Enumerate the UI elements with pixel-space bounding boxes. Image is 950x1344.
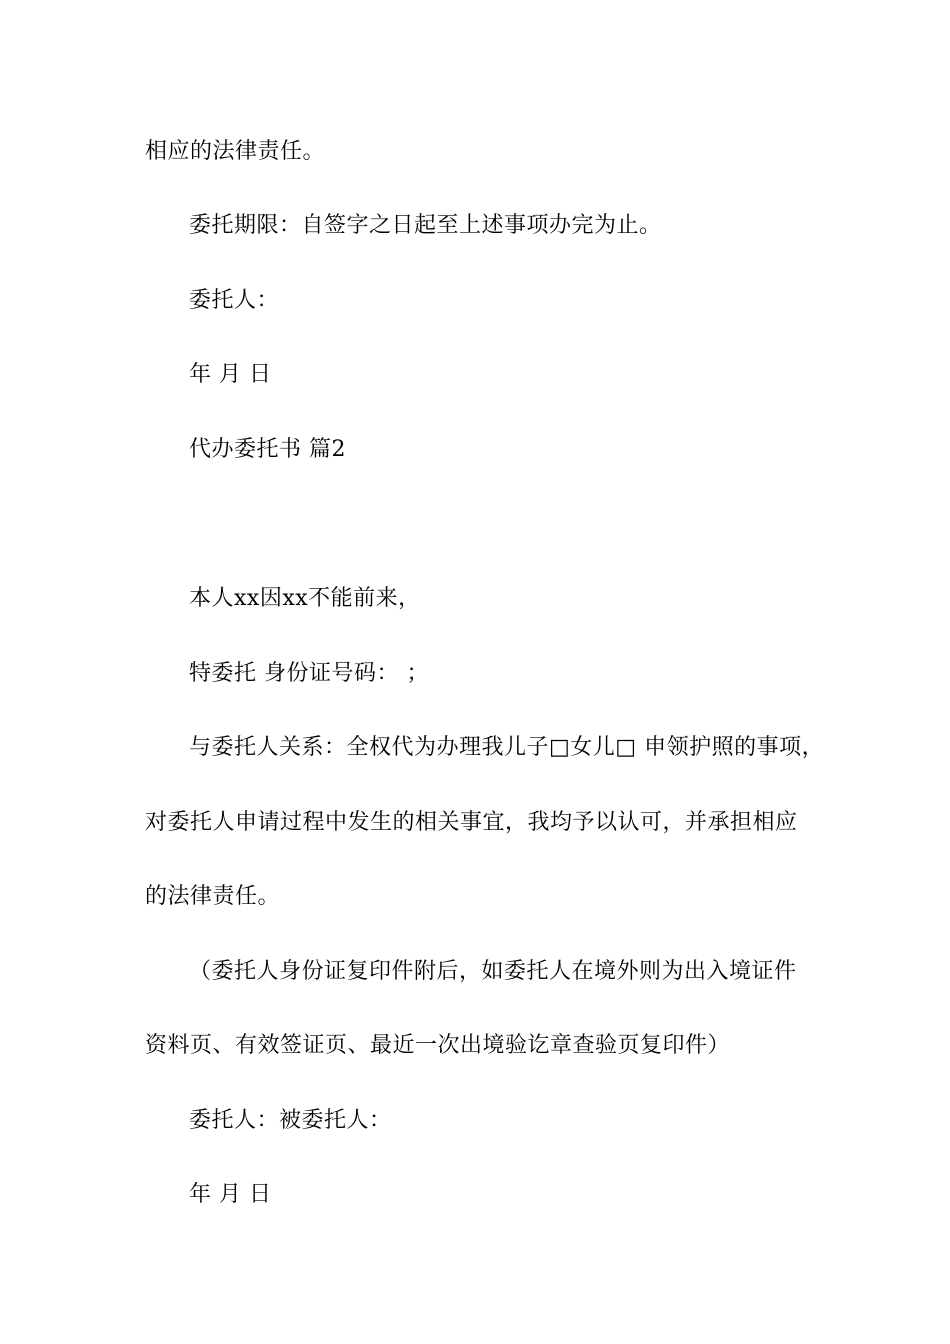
paragraph-line: （委托人身份证复印件附后，如委托人在境外则为出入境证件: [189, 959, 797, 984]
paragraph-line: 本人xx因xx不能前来，: [189, 586, 421, 611]
paragraph-line: 特委托 身份证号码： ；: [189, 661, 429, 686]
paragraph-line: 委托人：: [189, 288, 280, 313]
signature-line: 委托人：被委托人：: [189, 1108, 392, 1133]
date-line: 年 月 日: [189, 362, 272, 387]
paragraph-line: 对委托人申请过程中发生的相关事宜，我均予以认可，并承担相应: [145, 810, 798, 835]
section-title: 代办委托书 篇2: [189, 437, 346, 462]
paragraph-line: 与委托人关系：全权代为办理我儿子□女儿□ 申领护照的事项，: [189, 735, 825, 760]
paragraph-line: 资料页、有效签证页、最近一次出境验讫章查验页复印件）: [145, 1033, 731, 1058]
date-line: 年 月 日: [189, 1182, 272, 1207]
paragraph-line: 的法律责任。: [145, 884, 281, 909]
paragraph-line: 相应的法律责任。: [145, 139, 326, 164]
paragraph-line: 委托期限：自签字之日起至上述事项办完为止。: [189, 213, 662, 238]
